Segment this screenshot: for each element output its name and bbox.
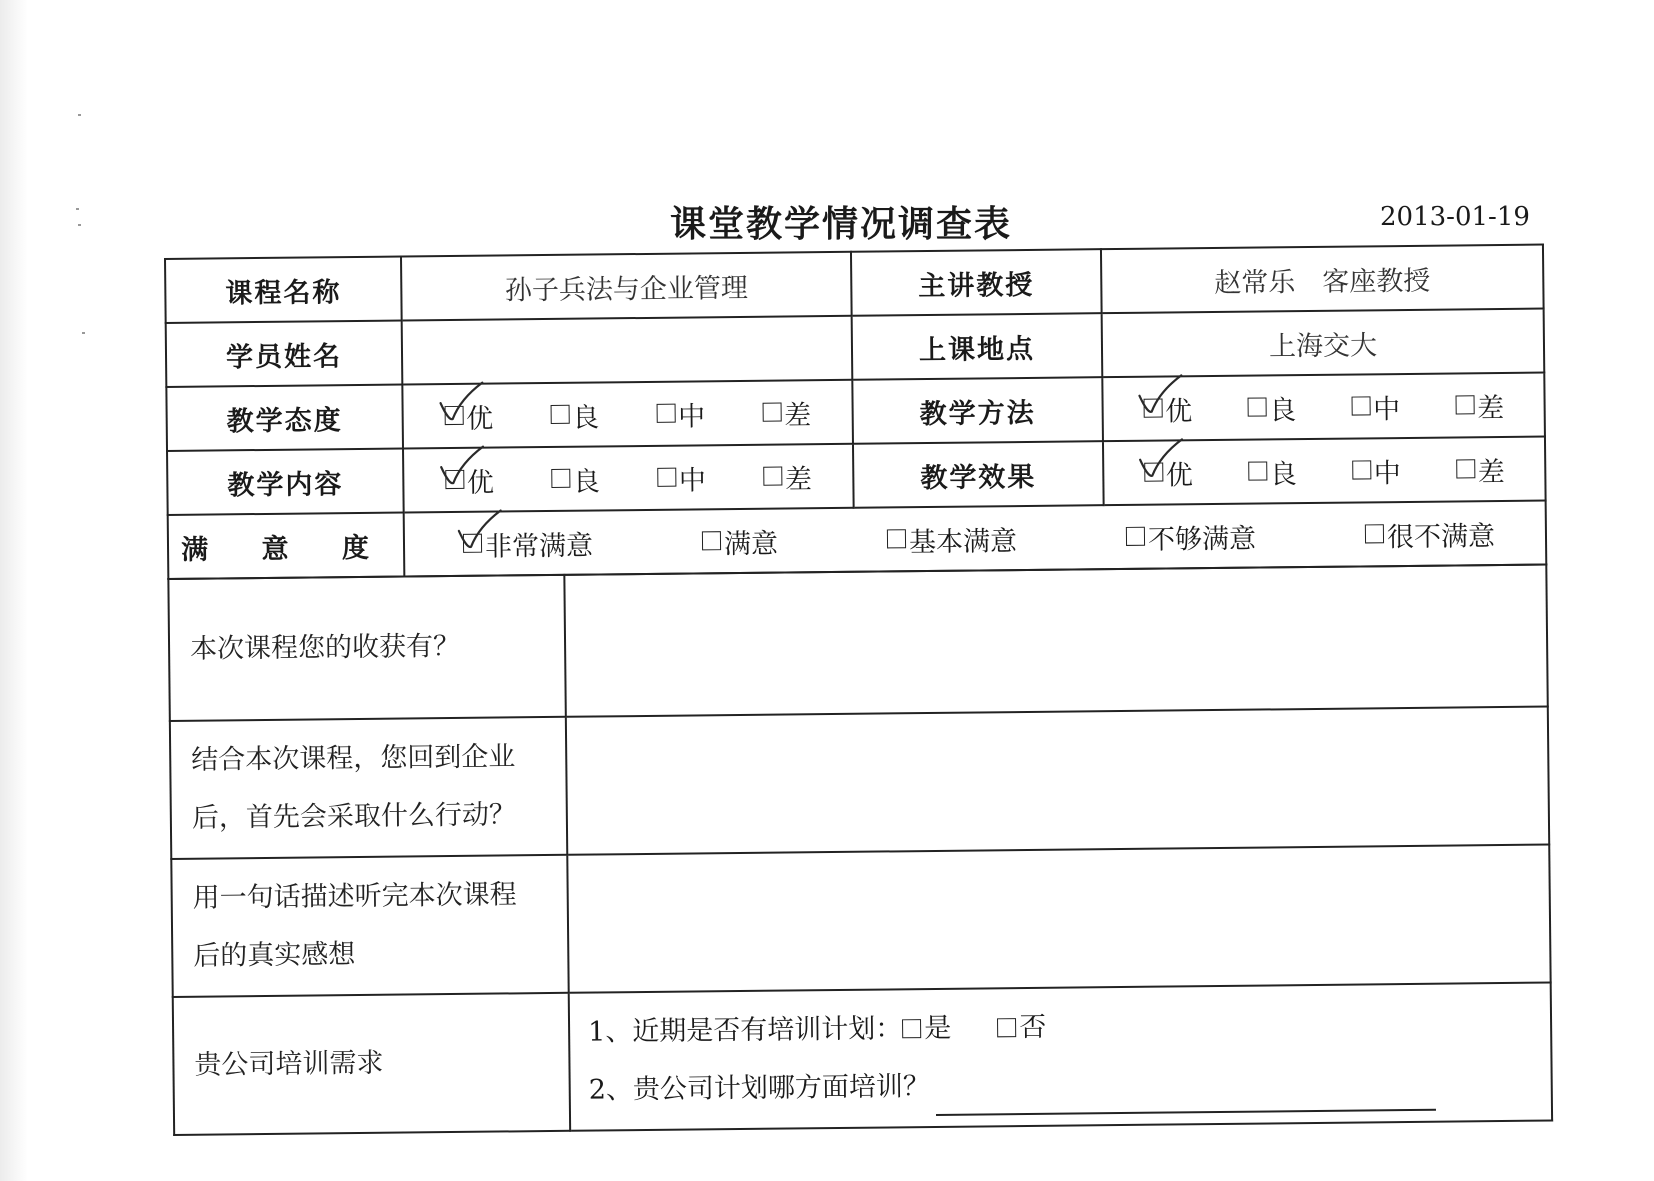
method-option-label: 优: [1165, 395, 1193, 428]
satisfaction-option[interactable]: [1365, 514, 1495, 554]
action-question: [170, 717, 567, 859]
satisfaction-option[interactable]: [463, 523, 593, 563]
method-options: [1102, 373, 1545, 442]
method-option[interactable]: [1247, 388, 1296, 428]
attitude-label: 教学态度: [166, 385, 403, 451]
course-name-value[interactable]: 孙子兵法与企业管理: [401, 252, 852, 321]
action-row: [170, 707, 1549, 859]
effect-checkbox[interactable]: [1456, 459, 1475, 478]
effect-checkbox[interactable]: [1248, 461, 1267, 480]
action-question-line: 后，首先会采取什么行动？: [191, 799, 517, 834]
content-option[interactable]: [551, 459, 600, 499]
plan-no-option[interactable]: [997, 999, 1047, 1058]
needs-label: 贵公司培训需求: [173, 993, 570, 1135]
feeling-row: [171, 845, 1550, 997]
feeling-question-line: 用一句话描述听完本次课程: [192, 879, 517, 914]
attitude-checkbox[interactable]: [550, 404, 569, 423]
method-checkbox[interactable]: [1351, 396, 1370, 415]
needs-row: [173, 983, 1552, 1135]
content-option[interactable]: [445, 460, 494, 500]
form-title: 课堂教学情况调查表: [669, 204, 1012, 245]
effect-option[interactable]: [1144, 453, 1193, 493]
method-checkbox[interactable]: [1143, 398, 1162, 417]
effect-checkbox[interactable]: [1144, 462, 1163, 481]
method-option-label: 良: [1268, 394, 1297, 426]
attitude-option-label: 中: [678, 400, 706, 433]
content-checkbox[interactable]: [445, 469, 464, 488]
location-value[interactable]: 上海交大: [1102, 309, 1545, 378]
satisfaction-option-group: [405, 513, 1545, 564]
training-area-question: 2、贵公司计划哪方面培训？: [588, 1071, 931, 1106]
content-checkbox[interactable]: [551, 468, 570, 487]
effect-option-group: [1104, 449, 1544, 493]
lecturer-label: 主讲教授: [851, 249, 1102, 316]
effect-option-label: 差: [1477, 456, 1505, 488]
effect-option-label: 优: [1165, 459, 1193, 492]
method-checkbox[interactable]: [1455, 395, 1474, 414]
method-label: 教学方法: [852, 377, 1103, 444]
location-label: 上课地点: [852, 313, 1103, 380]
attitude-option[interactable]: [444, 396, 493, 436]
effect-option[interactable]: [1248, 452, 1297, 492]
content-option[interactable]: [763, 457, 812, 497]
satisfaction-option[interactable]: [1126, 516, 1256, 556]
effect-options: [1103, 437, 1546, 506]
effect-checkbox[interactable]: [1352, 460, 1371, 479]
satisfaction-option[interactable]: [887, 519, 1017, 559]
course-info-table: [164, 244, 1547, 580]
method-option[interactable]: [1455, 385, 1504, 425]
plan-no-checkbox[interactable]: [997, 1018, 1016, 1037]
content-checkbox[interactable]: [657, 467, 676, 486]
survey-form: [164, 244, 1551, 1136]
training-plan-question: 1、近期是否有培训计划：: [587, 1013, 903, 1048]
attitude-option[interactable]: [656, 394, 705, 434]
content-option-label: 良: [572, 465, 601, 498]
effect-option[interactable]: [1352, 451, 1401, 491]
attitude-option[interactable]: [550, 395, 599, 435]
gains-answer-field[interactable]: [564, 565, 1547, 717]
plan-yes-option[interactable]: [902, 1000, 952, 1059]
satisfaction-label: 满 意 度: [168, 513, 405, 579]
feeling-question-line: 后的真实感想: [193, 939, 356, 972]
course-name-label: 课程名称: [165, 257, 402, 323]
satisfaction-option-label: 很不满意: [1386, 520, 1496, 553]
satisfaction-checkbox[interactable]: [702, 531, 721, 550]
feedback-table: [167, 564, 1553, 1136]
attitude-option-label: 优: [466, 403, 494, 435]
satisfaction-option-label: 不够满意: [1147, 523, 1257, 556]
content-option[interactable]: [657, 458, 706, 498]
method-option[interactable]: [1351, 387, 1400, 427]
feeling-answer-field[interactable]: [567, 845, 1550, 993]
attitude-checkbox[interactable]: [444, 405, 463, 424]
satisfaction-option-label: 非常满意: [484, 530, 594, 563]
plan-no-text: 否: [1019, 1011, 1047, 1044]
effect-option-label: 中: [1373, 457, 1401, 489]
form-date: 2013-01-19: [1380, 202, 1530, 232]
training-plan-line: [588, 994, 1533, 1062]
training-area-line: [588, 1052, 1533, 1120]
plan-yes-checkbox[interactable]: [902, 1019, 921, 1038]
satisfaction-checkbox[interactable]: [463, 533, 482, 552]
lecturer-value[interactable]: 赵常乐 客座教授: [1101, 245, 1544, 314]
feeling-question: [171, 855, 568, 997]
attitude-option-group: [403, 392, 851, 436]
effect-option-label: 良: [1269, 458, 1297, 490]
scan-speck: [82, 332, 85, 334]
method-checkbox[interactable]: [1247, 397, 1266, 416]
needs-answers: [569, 983, 1552, 1131]
method-option-label: 中: [1372, 393, 1401, 425]
content-option-label: 差: [784, 463, 813, 496]
student-name-label: 学员姓名: [166, 321, 403, 387]
method-option-group: [1103, 385, 1543, 429]
method-option[interactable]: [1143, 389, 1192, 429]
content-options: [403, 444, 854, 513]
method-option-label: 差: [1476, 392, 1505, 424]
action-question-line: 结合本次课程，您回到企业: [191, 741, 516, 776]
gains-question: 本次课程您的收获有？: [168, 575, 565, 721]
attitude-checkbox[interactable]: [762, 402, 781, 421]
satisfaction-checkbox[interactable]: [1126, 526, 1145, 545]
attitude-options: [402, 380, 853, 449]
attitude-checkbox[interactable]: [656, 403, 675, 422]
scan-speck: [78, 114, 81, 116]
satisfaction-option[interactable]: [702, 521, 778, 561]
plan-yes-text: 是: [924, 1012, 952, 1045]
satisfaction-option-label: 基本满意: [908, 525, 1018, 558]
attitude-option-label: 差: [784, 399, 812, 432]
content-option-label: 中: [678, 464, 707, 497]
effect-option[interactable]: [1456, 449, 1505, 489]
content-option-label: 优: [466, 467, 495, 499]
satisfaction-option-label: 满意: [723, 528, 779, 560]
content-label: 教学内容: [167, 449, 404, 515]
scan-edge: [0, 0, 28, 1181]
satisfaction-checkbox[interactable]: [887, 529, 906, 548]
action-answer-field[interactable]: [566, 707, 1549, 855]
attitude-option[interactable]: [762, 393, 811, 433]
attitude-option-label: 良: [572, 401, 600, 434]
training-area-field[interactable]: [936, 1083, 1436, 1116]
content-checkbox[interactable]: [763, 466, 782, 485]
effect-label: 教学效果: [853, 441, 1104, 508]
satisfaction-checkbox[interactable]: [1365, 524, 1384, 543]
content-option-group: [404, 456, 852, 500]
student-name-field[interactable]: [402, 316, 853, 385]
gains-row: [168, 565, 1547, 721]
